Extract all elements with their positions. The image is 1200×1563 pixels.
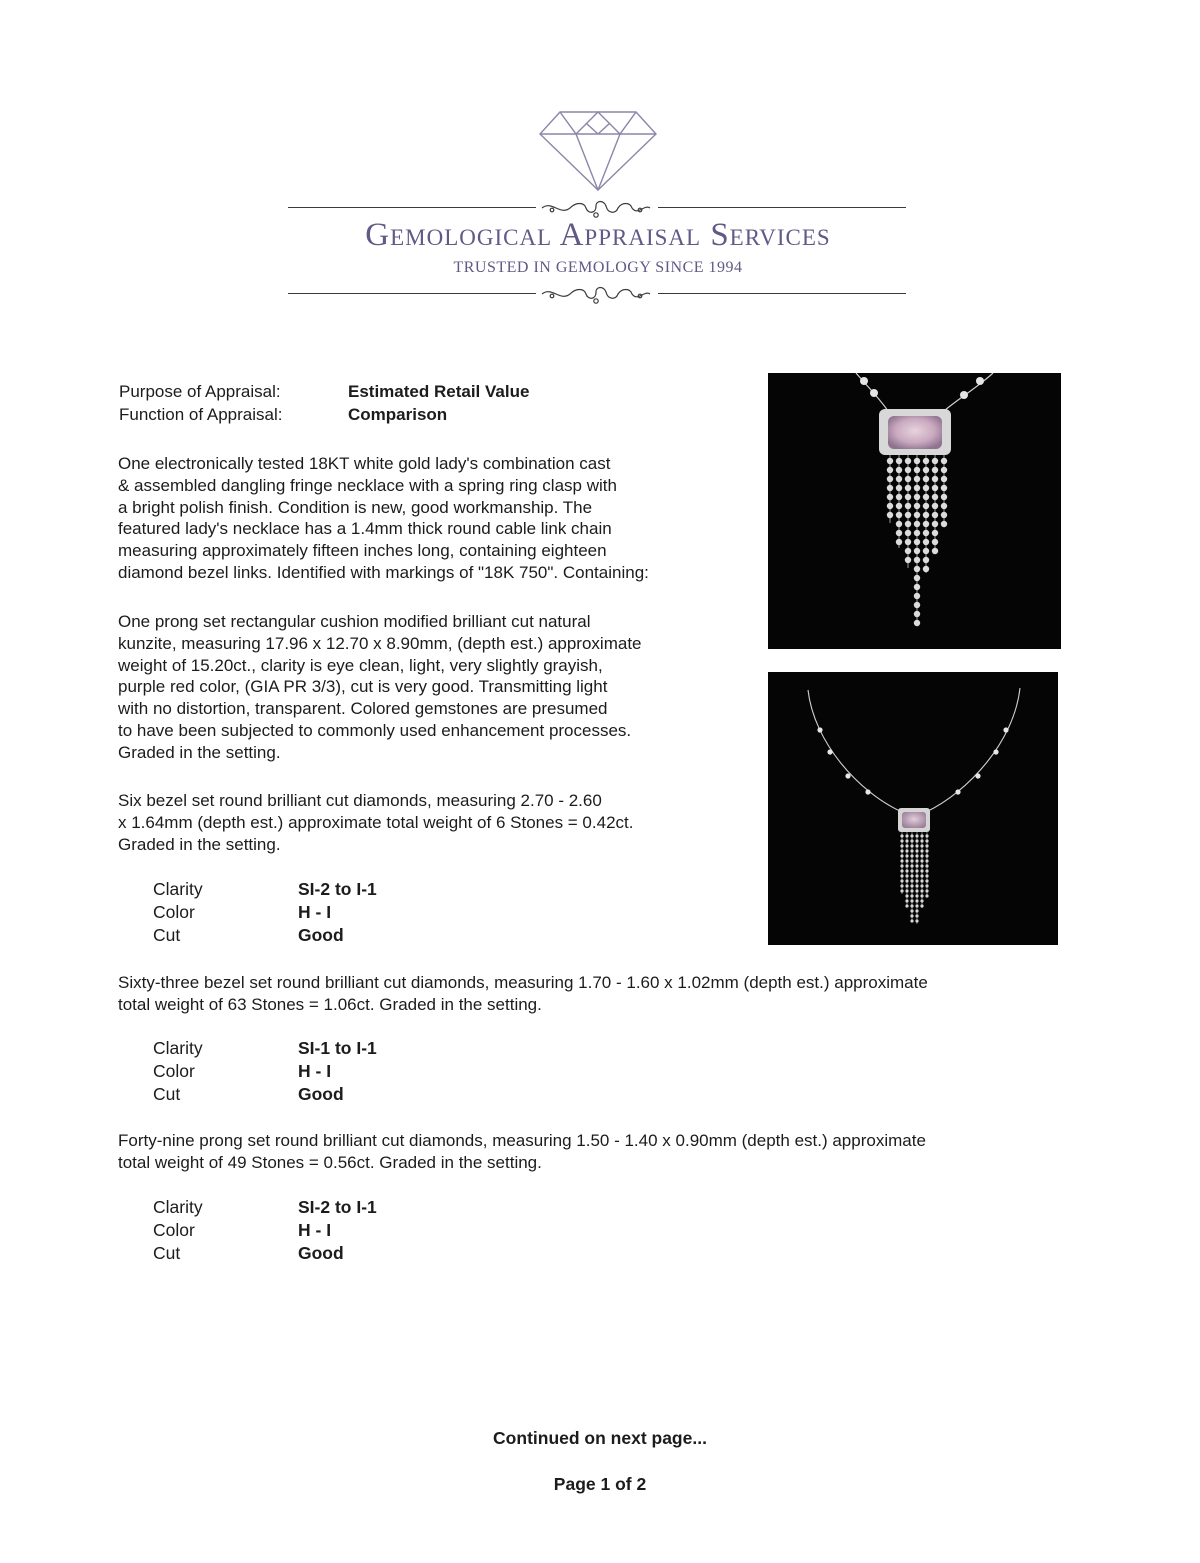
fringe-diamond (925, 869, 928, 872)
fringe-diamond (900, 844, 903, 847)
fringe-diamond (910, 889, 913, 892)
fringe-diamond (915, 869, 918, 872)
fringe-diamond (920, 894, 923, 897)
fringe-diamond (910, 894, 913, 897)
fringe-diamond (896, 521, 902, 527)
fringe-diamond (923, 557, 929, 563)
fringe-diamond (923, 494, 929, 500)
fringe-diamond (941, 458, 947, 464)
fringe-diamond (915, 909, 918, 912)
fringe-diamond (920, 839, 923, 842)
fringe-diamond (896, 485, 902, 491)
grade-row-cut (153, 1083, 453, 1106)
fringe-diamond (914, 602, 920, 608)
fringe-diamond (896, 467, 902, 473)
fringe-diamond (896, 494, 902, 500)
fringe-diamond (915, 834, 918, 837)
fringe-diamond (910, 884, 913, 887)
fringe-diamond (905, 548, 911, 554)
fringe-diamond (910, 864, 913, 867)
fringe-diamond (910, 879, 913, 882)
fringe-diamond (896, 530, 902, 536)
fringe-diamond (914, 575, 920, 581)
grade-row-cut (153, 924, 453, 947)
grade-row-clarity (153, 878, 453, 901)
fringe-diamond (915, 919, 918, 922)
fringe-diamond (941, 503, 947, 509)
fringe-diamond (914, 620, 920, 626)
fringe-diamond (905, 521, 911, 527)
fringe-diamond (910, 914, 913, 917)
brand-tagline: TRUSTED IN GEMOLOGY SINCE 1994 (453, 259, 743, 276)
necklace-full-photo (768, 672, 1058, 945)
bezel-diamond (960, 391, 968, 399)
fringe-diamond (915, 899, 918, 902)
page-number: Page 1 of 2 (553, 1474, 647, 1494)
fringe-diamond (925, 854, 928, 857)
fringe-diamond (920, 859, 923, 862)
fringe-diamond (900, 879, 903, 882)
grade-value: Good (298, 1084, 344, 1104)
fringe-diamond (910, 854, 913, 857)
fringe-diamond (900, 854, 903, 857)
fringe-diamond (910, 874, 913, 877)
fringe-diamond (905, 899, 908, 902)
grade-label: Cut (153, 1243, 181, 1263)
fringe-diamond (905, 879, 908, 882)
fringe-diamond (920, 889, 923, 892)
fringe-diamond (905, 839, 908, 842)
fringe-diamond (896, 512, 902, 518)
fringe-diamond (920, 849, 923, 852)
fringe-diamond (932, 476, 938, 482)
fringe-diamond (923, 548, 929, 554)
fringe-diamond (915, 844, 918, 847)
continued-note: Continued on next page... (493, 1428, 707, 1448)
fringe-diamond (932, 503, 938, 509)
fringe-diamond (923, 503, 929, 509)
fringe-diamond (905, 864, 908, 867)
fringe-diamond (905, 539, 911, 545)
bezel-diamond (860, 377, 868, 385)
rule-right (658, 207, 906, 208)
grade-table (153, 1196, 453, 1265)
fringe-diamond (905, 874, 908, 877)
fringe-diamond (915, 889, 918, 892)
fringe-diamond (910, 904, 913, 907)
bezel-diamond (975, 773, 980, 778)
grade-value: Good (298, 925, 344, 945)
fringe-diamond (920, 834, 923, 837)
bezel-diamond (870, 389, 878, 397)
bezel-diamond (817, 727, 822, 732)
chain-left (808, 690, 902, 812)
diamonds-sixty-three-description: Sixty-three bezel set round brilliant cut diamonds, measuring 1.70 - 1.60 x 1.02mm (depth est.) approximate total weight of 63 Stones = 1.06ct. Graded in the setting. (118, 973, 928, 1014)
fringe-diamond (914, 611, 920, 617)
bezel-diamond (1003, 727, 1008, 732)
fringe-diamond (905, 894, 908, 897)
fringe-diamond (896, 539, 902, 545)
grade-table (153, 878, 453, 947)
fringe-diamond (920, 899, 923, 902)
purpose-label: Purpose of Appraisal: (119, 382, 281, 401)
fringe-diamond (915, 914, 918, 917)
diamonds-forty-nine-description: Forty-nine prong set round brilliant cut diamonds, measuring 1.50 - 1.40 x 0.90mm (depth est.) approximate total weight of 49 Stones = 0.56ct. Graded in the setting. (118, 1131, 926, 1172)
grade-row-clarity (153, 1037, 453, 1060)
fringe-diamond (920, 884, 923, 887)
fringe-diamond (925, 879, 928, 882)
grade-value: SI-1 to I-1 (298, 1038, 377, 1058)
fringe-diamond (914, 557, 920, 563)
fringe-diamond (932, 458, 938, 464)
fringe-diamond (900, 884, 903, 887)
grade-label: Clarity (153, 1038, 203, 1058)
fringe-diamond (905, 854, 908, 857)
grade-value: SI-2 to I-1 (298, 1197, 377, 1217)
fringe-diamond (887, 494, 893, 500)
fringe-diamond (905, 884, 908, 887)
kunzite-stone (888, 416, 942, 449)
fringe-diamond (923, 467, 929, 473)
fringe-diamond (932, 539, 938, 545)
necklace-full-image (768, 672, 1058, 945)
fringe-diamond (920, 874, 923, 877)
fringe-diamond (914, 593, 920, 599)
fringe-diamond (920, 844, 923, 847)
grade-label: Color (153, 1061, 195, 1081)
fringe-diamond (887, 476, 893, 482)
fringe-diamond (905, 844, 908, 847)
fringe-diamond (923, 539, 929, 545)
fringe-diamond (923, 566, 929, 572)
fringe-diamond (932, 485, 938, 491)
fringe-diamond (900, 839, 903, 842)
fringe-diamond (900, 869, 903, 872)
fringe-diamond (925, 874, 928, 877)
grade-row-color (153, 1060, 453, 1083)
fringe-diamond (941, 485, 947, 491)
grade-label: Color (153, 1220, 195, 1240)
fringe-diamond (910, 869, 913, 872)
fringe-diamond (905, 849, 908, 852)
grade-table (153, 1037, 453, 1106)
fringe-diamond (910, 849, 913, 852)
fringe-diamond (941, 512, 947, 518)
fringe-diamond (914, 512, 920, 518)
fringe-diamond (923, 512, 929, 518)
fringe-diamond (925, 844, 928, 847)
fringe-diamond (925, 864, 928, 867)
fringe-diamond (920, 904, 923, 907)
fringe-diamond (905, 889, 908, 892)
fringe-diamond (910, 844, 913, 847)
fringe-diamond (914, 494, 920, 500)
fringe-diamond (915, 849, 918, 852)
bezel-diamond (993, 749, 998, 754)
fringe-diamond (914, 503, 920, 509)
bezel-diamond (976, 377, 984, 385)
fringe-diamond (900, 859, 903, 862)
fringe-diamond (910, 909, 913, 912)
kunzite-stone (902, 812, 926, 828)
fringe-diamond (914, 458, 920, 464)
fringe-diamond (914, 539, 920, 545)
chain-right (926, 688, 1020, 812)
bezel-diamond (845, 773, 850, 778)
scroll-flourish-icon (540, 282, 652, 306)
kunzite-description: One prong set rectangular cushion modified brilliant cut natural kunzite, measuring 17.96 x 12.70 x 8.90mm, (depth est.) approximate weight of 15.20ct., clarity is eye clean, light, very slightly grayish, purple red color, (GIA PR 3/3), cut is very good. Transmitting light with no distortion, transparent. Colored gemstones are presumed to have been subjected to commonly used enhancement processes. Graded in the setting. (118, 612, 642, 762)
fringe-diamond (941, 476, 947, 482)
fringe-diamond (941, 521, 947, 527)
fringe-diamond (887, 467, 893, 473)
fringe-diamond (932, 530, 938, 536)
grade-label: Cut (153, 925, 181, 945)
fringe-diamond (896, 476, 902, 482)
fringe-diamond (925, 859, 928, 862)
fringe-diamond (915, 854, 918, 857)
grade-value: Good (298, 1243, 344, 1263)
fringe-diamond (923, 530, 929, 536)
fringe-diamond (925, 849, 928, 852)
fringe-diamond (932, 548, 938, 554)
header-rule-bottom (288, 282, 906, 306)
grade-label: Cut (153, 1084, 181, 1104)
rule-left (288, 293, 536, 294)
fringe-diamond (915, 874, 918, 877)
grade-row-color (153, 901, 453, 924)
fringe-diamond (905, 485, 911, 491)
diamond-icon (538, 110, 658, 192)
fringe-diamond (905, 476, 911, 482)
fringe-diamond (923, 476, 929, 482)
fringe-diamond (905, 512, 911, 518)
fringe-diamond (914, 548, 920, 554)
fringe-diamond (920, 869, 923, 872)
fringe-diamond (905, 859, 908, 862)
fringe-diamond (905, 834, 908, 837)
chain-segment (944, 373, 993, 411)
fringe-diamond (905, 904, 908, 907)
fringe-diamond (900, 874, 903, 877)
fringe-diamond (887, 485, 893, 491)
fringe-diamond (915, 884, 918, 887)
grade-row-clarity (153, 1196, 453, 1219)
fringe-diamond (887, 503, 893, 509)
fringe-diamond (905, 869, 908, 872)
fringe-diamond (905, 530, 911, 536)
fringe-diamond (932, 512, 938, 518)
fringe-diamond (905, 467, 911, 473)
fringe-diamond (905, 557, 911, 563)
fringe-diamond (920, 854, 923, 857)
purpose-value: Estimated Retail Value (348, 382, 530, 401)
rule-left (288, 207, 536, 208)
fringe-diamond (915, 904, 918, 907)
fringe-diamond (905, 494, 911, 500)
fringe-diamond (914, 521, 920, 527)
rule-right (658, 293, 906, 294)
fringe-diamond (910, 859, 913, 862)
fringe-diamond (910, 839, 913, 842)
grade-value: H - I (298, 1220, 332, 1240)
fringe-diamond (896, 458, 902, 464)
fringe-diamond (915, 894, 918, 897)
grade-value: SI-2 to I-1 (298, 879, 377, 899)
fringe-diamond (896, 503, 902, 509)
fringe-diamond (932, 467, 938, 473)
fringe-diamond (941, 467, 947, 473)
grade-label: Color (153, 902, 195, 922)
fringe-diamond (925, 894, 928, 897)
fringe-diamond (915, 839, 918, 842)
necklace-closeup-image (768, 373, 1061, 649)
fringe-diamond (914, 530, 920, 536)
bezel-diamond (865, 789, 870, 794)
fringe-diamond (925, 834, 928, 837)
fringe-diamond (900, 849, 903, 852)
bezel-diamond (827, 749, 832, 754)
fringe-diamond (915, 879, 918, 882)
fringe-diamond (900, 889, 903, 892)
fringe-diamond (925, 889, 928, 892)
fringe-diamond (914, 485, 920, 491)
fringe-diamond (925, 884, 928, 887)
grade-value: H - I (298, 902, 332, 922)
fringe-diamond (915, 859, 918, 862)
fringe-diamond (914, 467, 920, 473)
fringe-diamond (923, 458, 929, 464)
fringe-diamond (925, 839, 928, 842)
fringe-diamond (914, 584, 920, 590)
fringe-diamond (932, 521, 938, 527)
fringe-diamond (910, 919, 913, 922)
fringe-diamond (915, 864, 918, 867)
function-label: Function of Appraisal: (119, 405, 283, 424)
diamonds-six-description: Six bezel set round brilliant cut diamonds, measuring 2.70 - 2.60 x 1.64mm (depth est.) approximate total weight of 6 Stones = 0.42ct. Graded in the setting. (118, 791, 634, 854)
item-description: One electronically tested 18KT white gold lady's combination cast & assembled dangling fringe necklace with a spring ring clasp with a bright polish finish. Condition is new, good workmanship. The featured lady's necklace has a 1.4mm thick round cable link chain measuring approximately fifteen inches long, containing eighteen diamond bezel links. Identified with markings of "18K 750". Containing: (118, 454, 649, 582)
function-value: Comparison (348, 405, 448, 424)
fringe-diamond (923, 485, 929, 491)
fringe-diamond (905, 503, 911, 509)
fringe-diamond (900, 864, 903, 867)
grade-label: Clarity (153, 879, 203, 899)
grade-row-color (153, 1219, 453, 1242)
fringe-diamond (887, 458, 893, 464)
fringe-diamond (910, 899, 913, 902)
fringe-diamond (923, 521, 929, 527)
brand-name: Gemological Appraisal Services (365, 217, 831, 253)
fringe-diamond (920, 864, 923, 867)
fringe-diamond (914, 566, 920, 572)
bezel-diamond (955, 789, 960, 794)
grade-row-cut (153, 1242, 453, 1265)
fringe-diamond (900, 834, 903, 837)
fringe-diamond (910, 834, 913, 837)
fringe-diamond (887, 512, 893, 518)
grade-value: H - I (298, 1061, 332, 1081)
fringe-diamond (932, 494, 938, 500)
fringe-diamond (941, 494, 947, 500)
necklace-closeup-photo (768, 373, 1061, 649)
grade-label: Clarity (153, 1197, 203, 1217)
fringe-diamond (920, 879, 923, 882)
fringe-diamond (905, 458, 911, 464)
fringe-diamond (914, 476, 920, 482)
